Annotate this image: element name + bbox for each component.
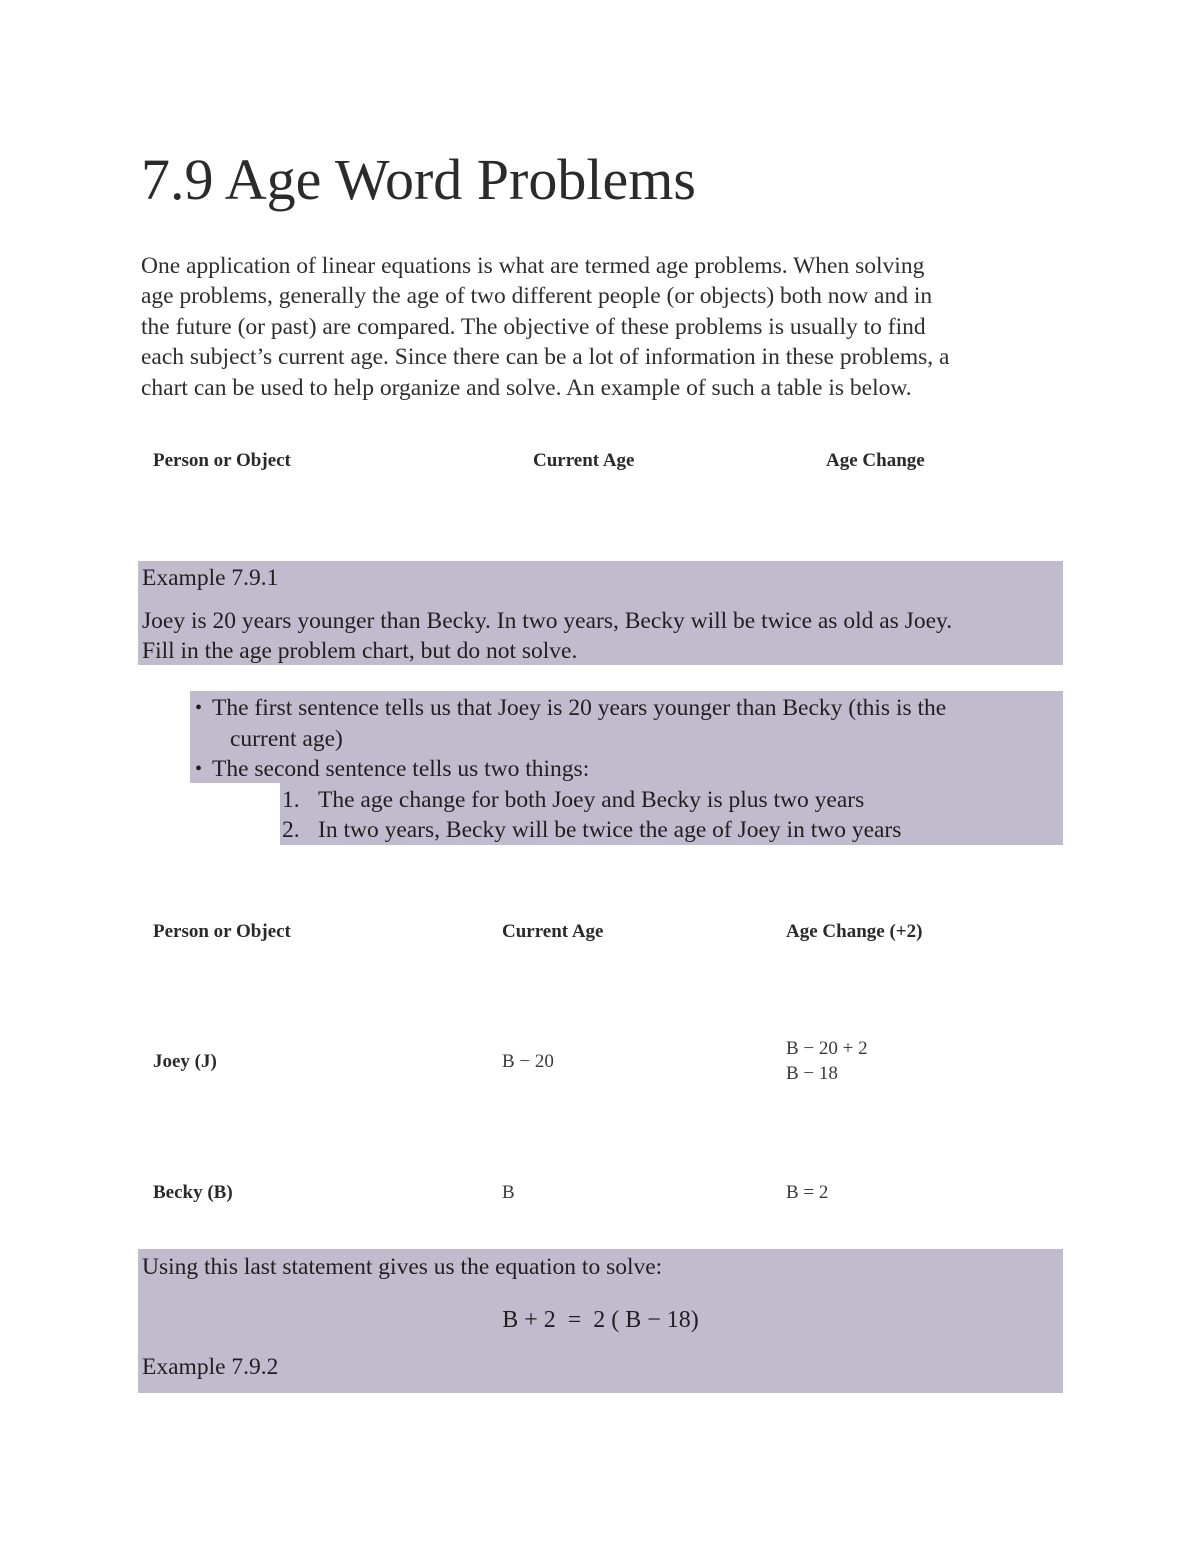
intro-paragraph: [141, 251, 1071, 403]
cell-joey-change-simplified: B − 18: [786, 1063, 838, 1084]
table-header-current-age: Current Age: [533, 450, 635, 471]
table-header-person: Person or Object: [153, 921, 291, 942]
equation-intro: Using this last statement gives us the equation to solve:: [142, 1254, 663, 1280]
intro-line: each subject’s current age. Since there can be a lot of information in these problems, a: [141, 344, 950, 371]
intro-line: One application of linear equations is what are termed age problems. When solving: [141, 253, 925, 279]
item-text: The age change for both Joey and Becky is plus two years: [318, 787, 865, 813]
example-title: Example 7.9.2: [142, 1354, 279, 1380]
numbered-item: [282, 785, 865, 815]
equation: B + 2 = 2 ( B − 18): [502, 1307, 699, 1333]
example-text: [142, 606, 952, 667]
example-text-line: Joey is 20 years younger than Becky. In two years, Becky will be twice as old as Joey.: [142, 608, 953, 634]
bullet-text: The second sentence tells us two things:: [212, 756, 590, 782]
bullet-item: [195, 754, 590, 784]
item-number: 2.: [282, 817, 300, 843]
intro-line: age problems, generally the age of two different people (or objects) both now and in: [141, 283, 933, 310]
intro-line: chart can be used to help organize and solve. An example of such a table is below.: [141, 374, 912, 401]
item-text: In two years, Becky will be twice the age of Joey in two years: [318, 817, 902, 843]
bullet-text: The first sentence tells us that Joey is 20 years younger than Becky (this is the: [212, 695, 947, 721]
numbered-item: [282, 815, 902, 845]
cell-becky-change: B = 2: [786, 1182, 829, 1203]
table-header-current-age: Current Age: [502, 921, 604, 942]
intro-line: the future (or past) are compared. The objective of these problems is usually to find: [141, 313, 926, 340]
table-header-age-change: Age Change: [826, 450, 925, 471]
item-number: 1.: [282, 787, 300, 813]
page-title: 7.9 Age Word Problems: [141, 147, 696, 212]
bullet-dot-icon: •: [195, 697, 203, 719]
bullet-continuation: [230, 724, 343, 754]
cell-joey-change: B − 20 + 2: [786, 1038, 868, 1059]
table-header-age-change: Age Change (+2): [786, 921, 923, 942]
bullet-dot-icon: •: [195, 758, 203, 780]
cell-joey-current: B − 20: [502, 1051, 554, 1072]
example-text-line: Fill in the age problem chart, but do not solve.: [142, 638, 578, 665]
example-title: Example 7.9.1: [142, 565, 279, 591]
cell-becky-current: B: [502, 1182, 515, 1203]
row-label-becky: Becky (B): [153, 1182, 233, 1203]
row-label-joey: Joey (J): [153, 1051, 217, 1072]
table-header-person: Person or Object: [153, 450, 291, 471]
bullet-item: [195, 693, 947, 723]
bullet-text: current age): [230, 726, 343, 752]
